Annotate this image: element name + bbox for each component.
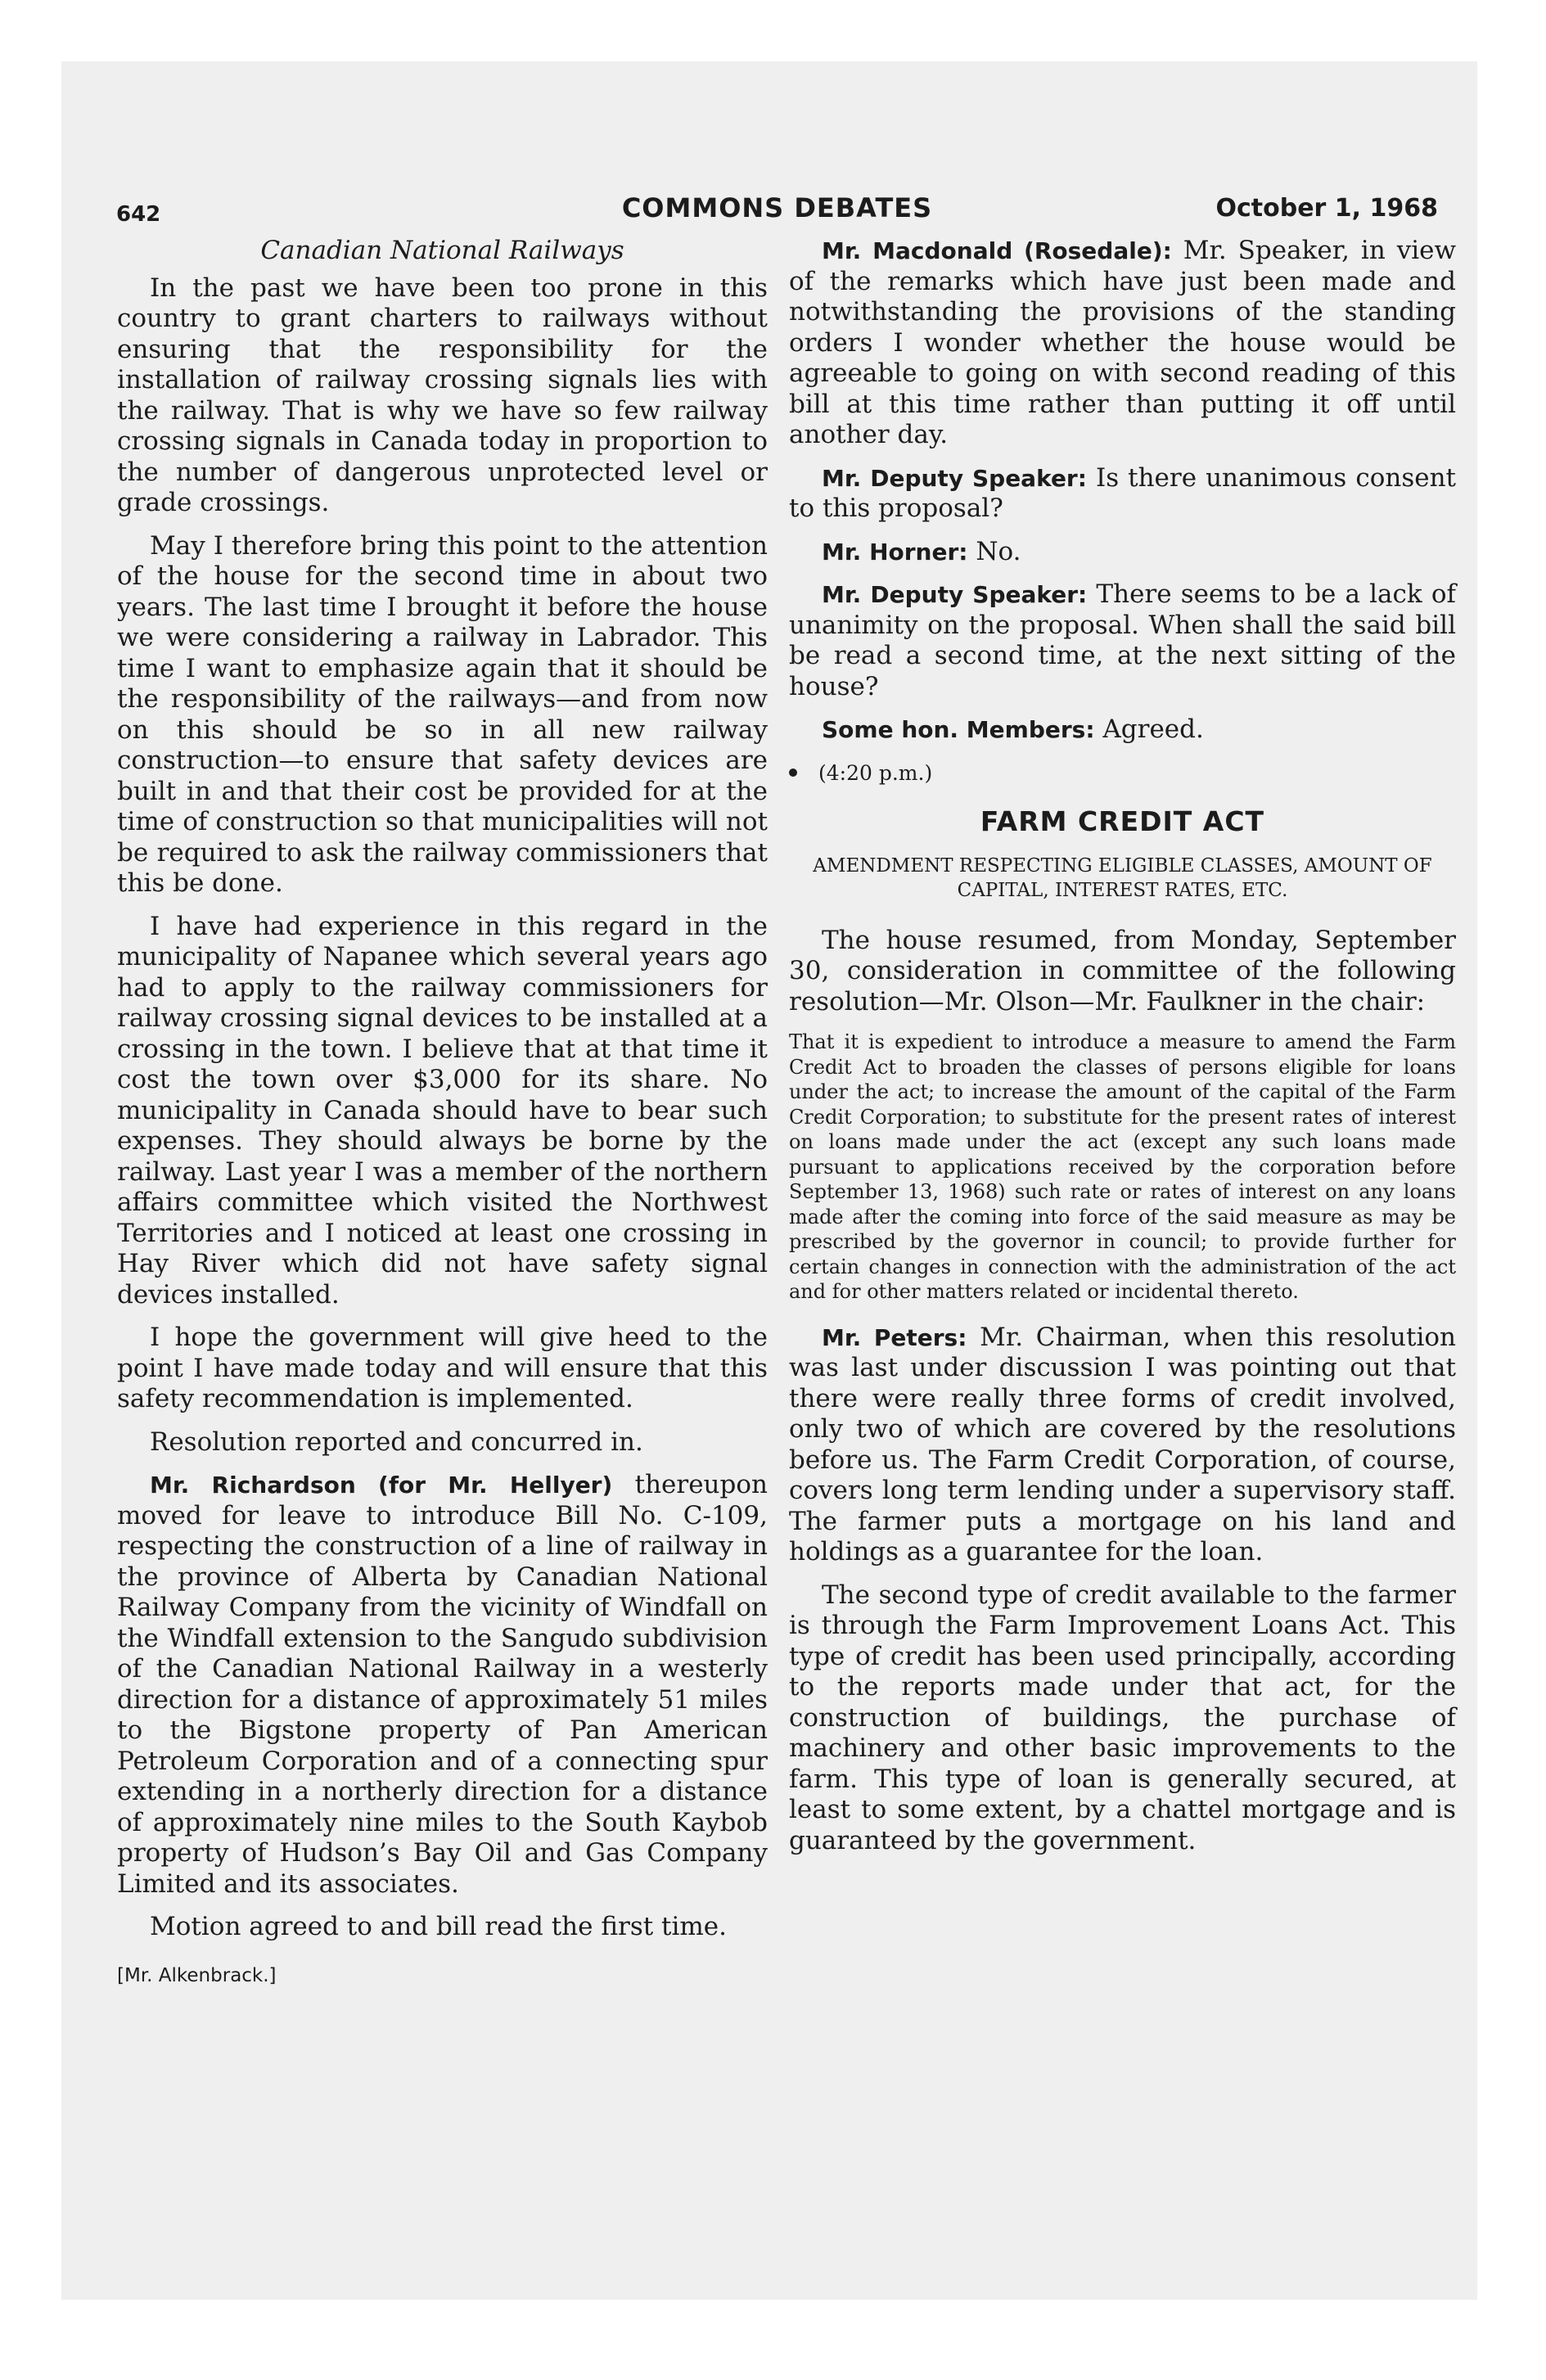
speech: [789, 579, 1456, 702]
section-subhead: Canadian National Railways: [260, 236, 624, 265]
speaker-name: Some hon. Members:: [822, 716, 1095, 743]
procedural-note: Motion agreed to and bill read the first time.: [150, 1912, 728, 1941]
speech: [789, 537, 1456, 568]
speech: [789, 714, 1456, 746]
speech-text: No.: [967, 536, 1021, 566]
page-number: 642: [116, 202, 161, 227]
act-subtitle: AMENDMENT RESPECTING ELIGIBLE CLASSES, AMOUNT OF CAPITAL, INTEREST RATES, ETC.: [813, 854, 1432, 901]
right-column: [789, 236, 1456, 1868]
paragraph: May I therefore bring this point to the attention of the house for the second time in about two years. The last time I brought it before the house we were considering a railway in Labrador. This time I want to emphasize again that it should be the responsibility of the railways—and from now on this should be so in all new railway construction—to ensure that safety devices are built in and that their cost be provided for at the time of construction so that municipalities will not be required to ask the railway commissioners that this be done.: [117, 530, 768, 898]
paragraph: The house resumed, from Monday, September 30, consideration in committee of the following resolution—Mr. Olson—Mr. Faulkner in the chair:: [789, 925, 1456, 1016]
speaker-name: Mr. Horner:: [822, 538, 968, 566]
footer-speaker-note: [Mr. Alkenbrack.]: [117, 1964, 277, 1986]
speech-text: There seems to be a lack of unanimity on the proposal. When shall the said bill be read a second time, at the next sitting of the house?: [789, 579, 1456, 701]
speaker-name: Mr. Macdonald (Rosedale):: [822, 237, 1172, 264]
speech: [789, 463, 1456, 525]
speech-text: Mr. Chairman, when this resolution was last under discussion I was pointing out that there were really three forms of credit involved, only two of which are covered by the resolutions before us. The Farm Credit Corporation, of course, covers long term lending under a supervisory staff. The farmer puts a mortgage on his land and holdings as a guarantee for the loan.: [789, 1322, 1456, 1566]
bullet-dot-icon: [789, 769, 797, 777]
page-date: October 1, 1968: [1215, 194, 1438, 223]
speaker-name: Mr. Richardson (for Mr. Hellyer): [150, 1472, 613, 1499]
act-title: FARM CREDIT ACT: [980, 805, 1265, 837]
paragraph: In the past we have been too prone in this country to grant charters to railways without ensuring that the responsibility for the installation of railway crossing signals lies with the railway. That is why we have so few railway crossing signals in Canada today in proportion to the number of dangerous unprotected level or grade crossings.: [117, 273, 768, 517]
speech: [789, 236, 1456, 451]
speaker-name: Mr. Deputy Speaker:: [822, 464, 1087, 492]
publication-title: COMMONS DEBATES: [621, 192, 933, 223]
speaker-name: Mr. Peters:: [822, 1323, 967, 1351]
paragraph: The second type of credit available to the farmer is through the Farm Improvement Loans Act. This type of credit has been used principally, according to the reports made under that act, for the construction of buildings, the purchase of machinery and other basic improvements to the farm. This type of loan is generally secured, at least to some extent, by a chattel mortgage and is guaranteed by the government.: [789, 1580, 1456, 1855]
speech-text: Is there unanimous consent to this proposal?: [789, 462, 1456, 523]
left-column: [117, 236, 768, 1991]
speech: [789, 1323, 1456, 1568]
speaker-name: Mr. Deputy Speaker:: [822, 581, 1088, 608]
resolution-text: That it is expedient to introduce a measure to amend the Farm Credit Act to broaden the classes of persons eligible for loans under the act; to increase the amount of the capital of the Farm Credit Corporation; to substitute for the present rates of interest on loans made under the act (except any such loans made pursuant to applications received by the corporation before September 13, 1968) such rate or rates of interest on any loans made after the coming into force of the said measure as may be prescribed by the governor in council; to provide further for certain changes in connection with the administration of the act and for other matters related or incidental thereto.: [789, 1030, 1456, 1303]
paragraph: I have had experience in this regard in the municipality of Napanee which several years ago had to apply to the railway commissioners for railway crossing signal devices to be installed at a crossing in the town. I believe that at that time it cost the town over $3,000 for its share. No municipality in Canada should have to bear such expenses. They should always be borne by the railway. Last year I was a member of the northern affairs committee which visited the Northwest Territories and I noticed at least one crossing in Hay River which did not have safety signal devices installed.: [117, 911, 768, 1309]
speech-text: Agreed.: [1094, 714, 1204, 744]
procedural-note: Resolution reported and concurred in.: [150, 1427, 643, 1457]
time-text: (4:20 p.m.): [818, 760, 933, 785]
speech-text: Mr. Speaker, in view of the remarks which have just been made and notwithstanding the provisions of the standing orders I wonder whether the house would be agreeable to going on with second reading of this bill at this time rather than putting it off until another day.: [789, 236, 1457, 449]
time-marker: [789, 758, 1456, 789]
page-header: [116, 192, 1438, 233]
paragraph: I hope the government will give heed to the point I have made today and will ensure that this safety recommendation is implemented.: [117, 1323, 768, 1413]
speech: [117, 1470, 768, 1900]
speech-text: thereupon moved for leave to introduce Bill No. C-109, respecting the construction of a line of railway in the province of Alberta by Canadian National Railway Company from the vicinity of Windfall on the Windfall extension to the Sangudo subdivision of the Canadian National Railway in a westerly direction for a distance of approximately 51 miles to the Bigstone property of Pan American Petroleum Corporation and of a connecting spur extending in a northerly direction for a distance of approximately nine miles to the South Kaybob property of Hudson’s Bay Oil and Gas Company Limited and its associates.: [117, 1470, 768, 1899]
